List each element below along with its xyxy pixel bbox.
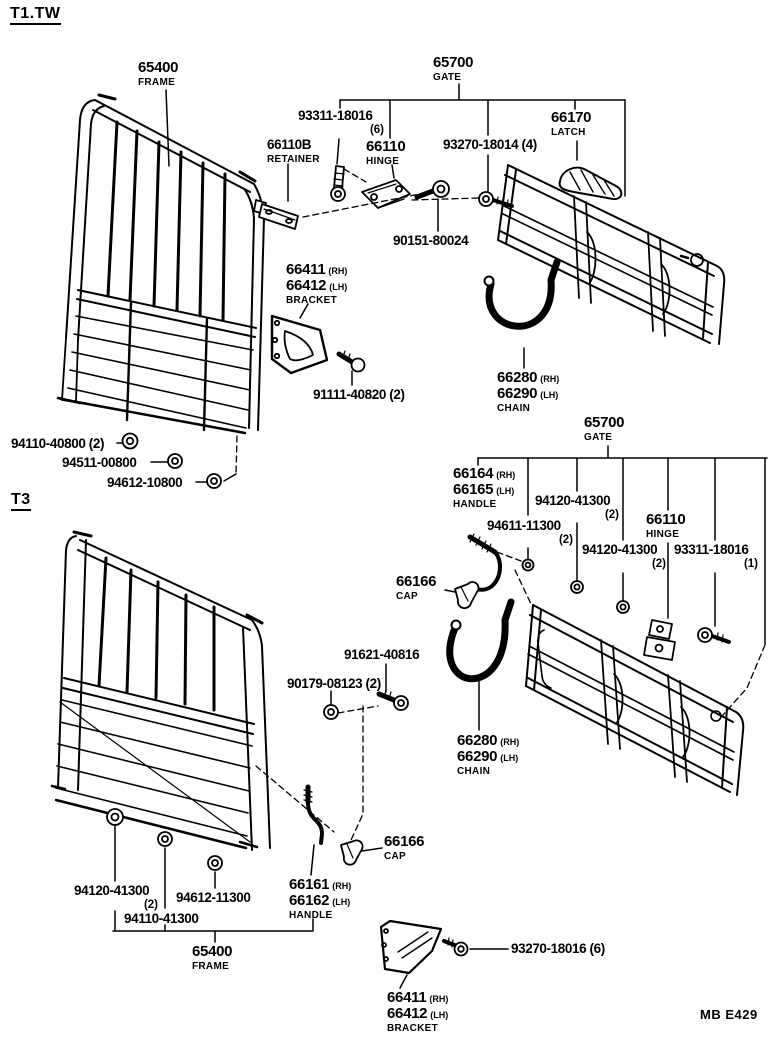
label-washer-94120-b <box>582 542 666 571</box>
part-number-lh: 66290 <box>497 385 538 402</box>
page-code: MB E429 <box>700 1007 758 1022</box>
hand-suffix: (RH) <box>540 374 560 384</box>
part-name: CAP <box>384 851 407 862</box>
label-chain-t3 <box>457 733 519 777</box>
t3-frame-drawing <box>52 532 270 850</box>
label-bolt-91111 <box>313 387 405 403</box>
label-handle-t3-upper <box>453 466 515 510</box>
part-name: GATE <box>433 72 462 83</box>
label-frame-bottom <box>192 944 232 972</box>
label-nut-94110-t1 <box>11 436 104 452</box>
hand-suffix: (RH) <box>332 881 352 891</box>
part-number: 91111-40820 (2) <box>313 387 405 402</box>
part-number: 94120-41300 <box>74 883 150 898</box>
label-screw-90151 <box>393 233 468 249</box>
part-number: 66110 <box>366 138 406 155</box>
label-frame-top <box>138 60 178 88</box>
part-name: GATE <box>584 432 613 443</box>
label-nut-94612-t1 <box>107 475 182 491</box>
part-qty: (1) <box>743 558 758 570</box>
part-number: 66110B <box>267 137 312 152</box>
label-screw-93270-t3 <box>511 941 605 957</box>
part-number: 94120-41300 <box>582 542 658 557</box>
section-heading-t1: T1.TW <box>10 6 61 25</box>
part-name: HINGE <box>646 529 680 540</box>
part-number-rh: 66280 <box>497 369 538 386</box>
part-name: FRAME <box>192 961 230 972</box>
part-number-lh: 66290 <box>457 748 498 765</box>
label-washer-94120-c <box>74 883 158 912</box>
part-number: 65700 <box>433 54 474 71</box>
part-name: HANDLE <box>453 499 497 510</box>
part-number: 65400 <box>138 59 179 76</box>
part-number: 91621-40816 <box>344 647 420 662</box>
part-number: 93311-18016 <box>674 542 749 557</box>
part-qty: (2) <box>651 558 666 570</box>
label-hinge-t3 <box>646 512 685 540</box>
part-number: 94511-00800 <box>62 455 137 470</box>
hand-suffix: (LH) <box>329 282 348 292</box>
label-bolt-90179 <box>287 676 381 692</box>
label-nut-94110-t3 <box>124 911 198 927</box>
hand-suffix: (LH) <box>332 897 351 907</box>
hand-suffix: (RH) <box>328 266 348 276</box>
label-handle-t3-lower <box>289 877 351 921</box>
part-number: 66170 <box>551 109 592 126</box>
part-name: CHAIN <box>457 766 491 777</box>
label-bolt-91621 <box>344 647 419 663</box>
label-cap-lower <box>384 834 424 862</box>
part-number: 66166 <box>384 833 425 850</box>
part-name: HINGE <box>366 156 400 167</box>
label-bolt-93270-t1 <box>443 137 537 153</box>
part-number-rh: 66280 <box>457 732 498 749</box>
part-number: 94110-40800 (2) <box>11 436 105 451</box>
hand-suffix: (RH) <box>429 994 449 1004</box>
part-qty: (2) <box>143 899 158 911</box>
label-retainer <box>267 137 320 165</box>
chain-t1-drawing <box>485 262 558 326</box>
part-qty: (6) <box>369 124 384 136</box>
part-number: 94611-11300 <box>487 518 561 533</box>
label-latch <box>551 110 591 138</box>
t1-frame-drawing <box>58 95 264 433</box>
part-number-lh: 66412 <box>387 1005 428 1022</box>
part-name: LATCH <box>551 127 586 138</box>
label-bracket-t1 <box>286 262 347 306</box>
label-nut-94612-t3 <box>176 890 250 906</box>
label-screw-93311-t1 <box>298 108 384 137</box>
part-qty: (2) <box>604 509 619 521</box>
part-number: 94612-11300 <box>176 890 251 905</box>
part-name: FRAME <box>138 77 176 88</box>
part-number: 66110 <box>646 511 686 528</box>
part-number-rh: 66411 <box>387 989 427 1006</box>
part-number: 66166 <box>396 573 437 590</box>
label-gate-top <box>433 55 473 83</box>
part-number-rh: 66411 <box>286 261 326 278</box>
label-nut-94611 <box>487 518 573 547</box>
part-number: 93270-18016 (6) <box>511 941 605 956</box>
part-number: 93311-18016 <box>298 108 373 123</box>
part-number-rh: 66164 <box>453 465 494 482</box>
part-name: BRACKET <box>286 295 337 306</box>
part-number: 90151-80024 <box>393 233 469 248</box>
hand-suffix: (RH) <box>496 470 516 480</box>
part-number-rh: 66161 <box>289 876 330 893</box>
part-number: 94110-41300 <box>124 911 199 926</box>
part-number-lh: 66165 <box>453 481 494 498</box>
label-chain-t1 <box>497 370 559 414</box>
chain-t3-drawing <box>450 602 511 679</box>
part-number: 93270-18014 (4) <box>443 137 537 152</box>
hand-suffix: (RH) <box>500 737 520 747</box>
part-name: RETAINER <box>267 154 320 165</box>
part-number: 94120-41300 <box>535 493 611 508</box>
part-name: CHAIN <box>497 403 531 414</box>
part-number: 94612-10800 <box>107 475 183 490</box>
hand-suffix: (LH) <box>496 486 515 496</box>
label-cap-upper <box>396 574 436 602</box>
hand-suffix: (LH) <box>430 1010 449 1020</box>
hand-suffix: (LH) <box>500 753 519 763</box>
label-gate-t3 <box>584 415 624 443</box>
label-screw-93311-t3 <box>674 542 758 571</box>
label-hinge-t1 <box>366 139 405 167</box>
part-name: CAP <box>396 591 419 602</box>
part-qty: (2) <box>558 534 573 546</box>
section-heading-t3: T3 <box>11 492 31 511</box>
label-nut-94511 <box>62 455 136 471</box>
part-number-lh: 66412 <box>286 277 327 294</box>
part-name: HANDLE <box>289 910 333 921</box>
hand-suffix: (LH) <box>540 390 559 400</box>
part-name: BRACKET <box>387 1023 438 1034</box>
part-number-lh: 66162 <box>289 892 330 909</box>
part-number: 90179-08123 (2) <box>287 676 381 691</box>
part-number: 65700 <box>584 414 625 431</box>
part-number: 65400 <box>192 943 233 960</box>
label-bracket-t3 <box>387 990 448 1034</box>
